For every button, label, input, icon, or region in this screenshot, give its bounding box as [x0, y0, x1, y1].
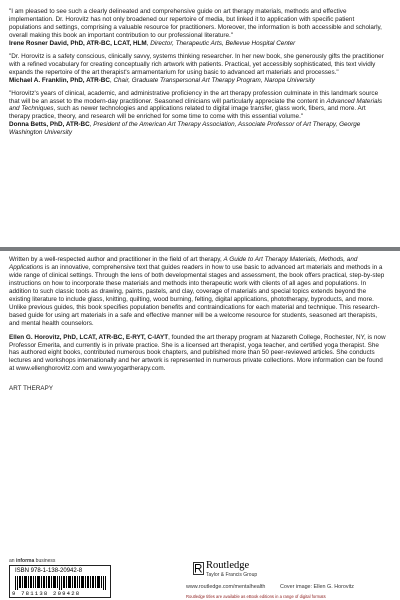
endorser-title: Director, Therapeutic Arts, Bellevue Hospital Center	[150, 39, 296, 47]
informa-business-line: an informa business	[9, 558, 56, 564]
cover-credit: Cover image: Ellen G. Horovitz	[280, 584, 354, 590]
ebook-note: Routledge titles are available as eBook editions in a range of digital formats	[186, 594, 326, 599]
endorsement-text: "Dr. Horovitz is a safety conscious, clinically savvy, systems thinking researcher. In her new book, she generously gifts the practitioner with a refined vocabulary for creating conceptually rich artwork with patients. Practical, yet accessibly sophisticated, this text vividly expands the repertoire of the art therapist's armamentarium for using basic to advanced art materials and processes."	[9, 52, 384, 76]
endorser-title: Chair, Graduate Transpersonal Art Therapy Program, Naropa University	[113, 76, 315, 84]
endorsement-text: "I am pleased to see such a clearly delineated and comprehensive guide on art therapy materials, methods and effective implementation. Dr. Horovitz has not only broadened our repertoire of media, but linked it to application with specific patient populations and settings, comprising a valuable resource for practitioners. Moreover, the information is both accessible and scholarly, overall making this book an important contribution to our professional literature."	[9, 8, 382, 39]
routledge-logo-icon	[193, 562, 204, 575]
endorsement-3	[9, 90, 388, 138]
author-name: Ellen G. Horovitz, PhD, LCAT, ATR-BC, E-RYT, C-IAYT	[9, 333, 169, 341]
endorsement-2	[9, 53, 388, 85]
publisher-url[interactable]: www.routledge.com/mentalhealth	[186, 584, 266, 590]
endorsement-attribution: Michael A. Franklin, PhD, ATR-BC, Chair, Graduate Transpersonal Art Therapy Program, Naropa University	[9, 76, 315, 84]
endorsements-panel	[0, 0, 400, 247]
author-bio: Ellen G. Horovitz, PhD, LCAT, ATR-BC, E-RYT, C-IAYT, founded the art therapy program at Nazareth College, Rochester, NY, is now Professor Emerita, and currently is in private practice. She is a licensed art therapist, yoga teacher, and certified yoga therapist. She has authored eight books, contributed numerous book chapters, and published more than 50 peer-reviewed articles. She conducts lectures and workshops internationally and her artwork is represented in numerous private collections. More information can be found at www.ellenghorovitz.com and www.yogartherapy.com.	[9, 333, 386, 373]
endorsement-1	[9, 8, 388, 48]
endorser-name: Michael A. Franklin, PhD, ATR-BC	[9, 76, 110, 84]
endorser-name: Irene Rosner David, PhD, ATR-BC, LCAT, HLM	[9, 39, 147, 47]
publisher-group: Taylor & Francis Group	[206, 572, 258, 578]
barcode-digits: 9 781138 209428	[12, 590, 81, 597]
endorsement-attribution: Irene Rosner David, PhD, ATR-BC, LCAT, HLM, Director, Therapeutic Arts, Bellevue Hospital Center	[9, 39, 296, 47]
endorser-name: Donna Betts, PhD, ATR-BC	[9, 121, 90, 129]
isbn-number: ISBN 978-1-138-20942-8	[15, 568, 83, 574]
endorsement-attribution: Donna Betts, PhD, ATR-BC, President of the American Art Therapy Association, Associate Professor of Art Therapy, George Washington University	[9, 121, 361, 137]
book-description: Written by a well-respected author and practitioner in the field of art therapy, A Guide to Art Therapy Materials, Methods, and Applications is an innovative, comprehensive text that guides readers in how to use basic to advanced art materials and methods in a wide range of clinical settings. Through the lens of both developmental stages and assessment, the book offers practical, step-by-step instructions on how to incorporate these materials and methods into therapeutic work with clients of all ages and populations. In addition to such classic tools as drawing, paints, pastels, and clay, coverage of materials and special topics extends beyond the existing literature to include glass, knitting, quilting, wood burning, felting, digital applications, phototherapy, byproducts, and more. Unlike previous guides, this book specifies population benefits and contraindications for each material and technique. This research-based guide for using art materials in a safe and effective manner will be a welcome resource for students, seasoned art therapists, and mental health counselors.	[9, 256, 385, 327]
barcode-icon	[15, 576, 107, 590]
subject-category: ART THERAPY	[9, 385, 54, 393]
endorser-title: President of the American Art Therapy Association, Associate Professor of Art Therapy, George Washington University	[9, 121, 361, 137]
endorsement-text: "Horovitz's years of clinical, academic, and administrative proficiency in the art therapy profession culminate in this landmark source that will be an asset to the modern-day practitioner. Seasoned clinicians will particularly appreciate the content in Advanced Materials and Techniques, such as newer technologies and applications related to digital image transfer, glass work, fibers, and more. Art therapy practice, theory, and research will be enriched for some time to come with this essential volume."	[9, 89, 383, 121]
description-panel	[0, 251, 400, 600]
publisher-name: Routledge	[206, 560, 250, 571]
book-title: A Guide to Art Therapy Materials, Methods, and Applications	[9, 256, 358, 271]
isbn-barcode-box	[9, 565, 111, 598]
